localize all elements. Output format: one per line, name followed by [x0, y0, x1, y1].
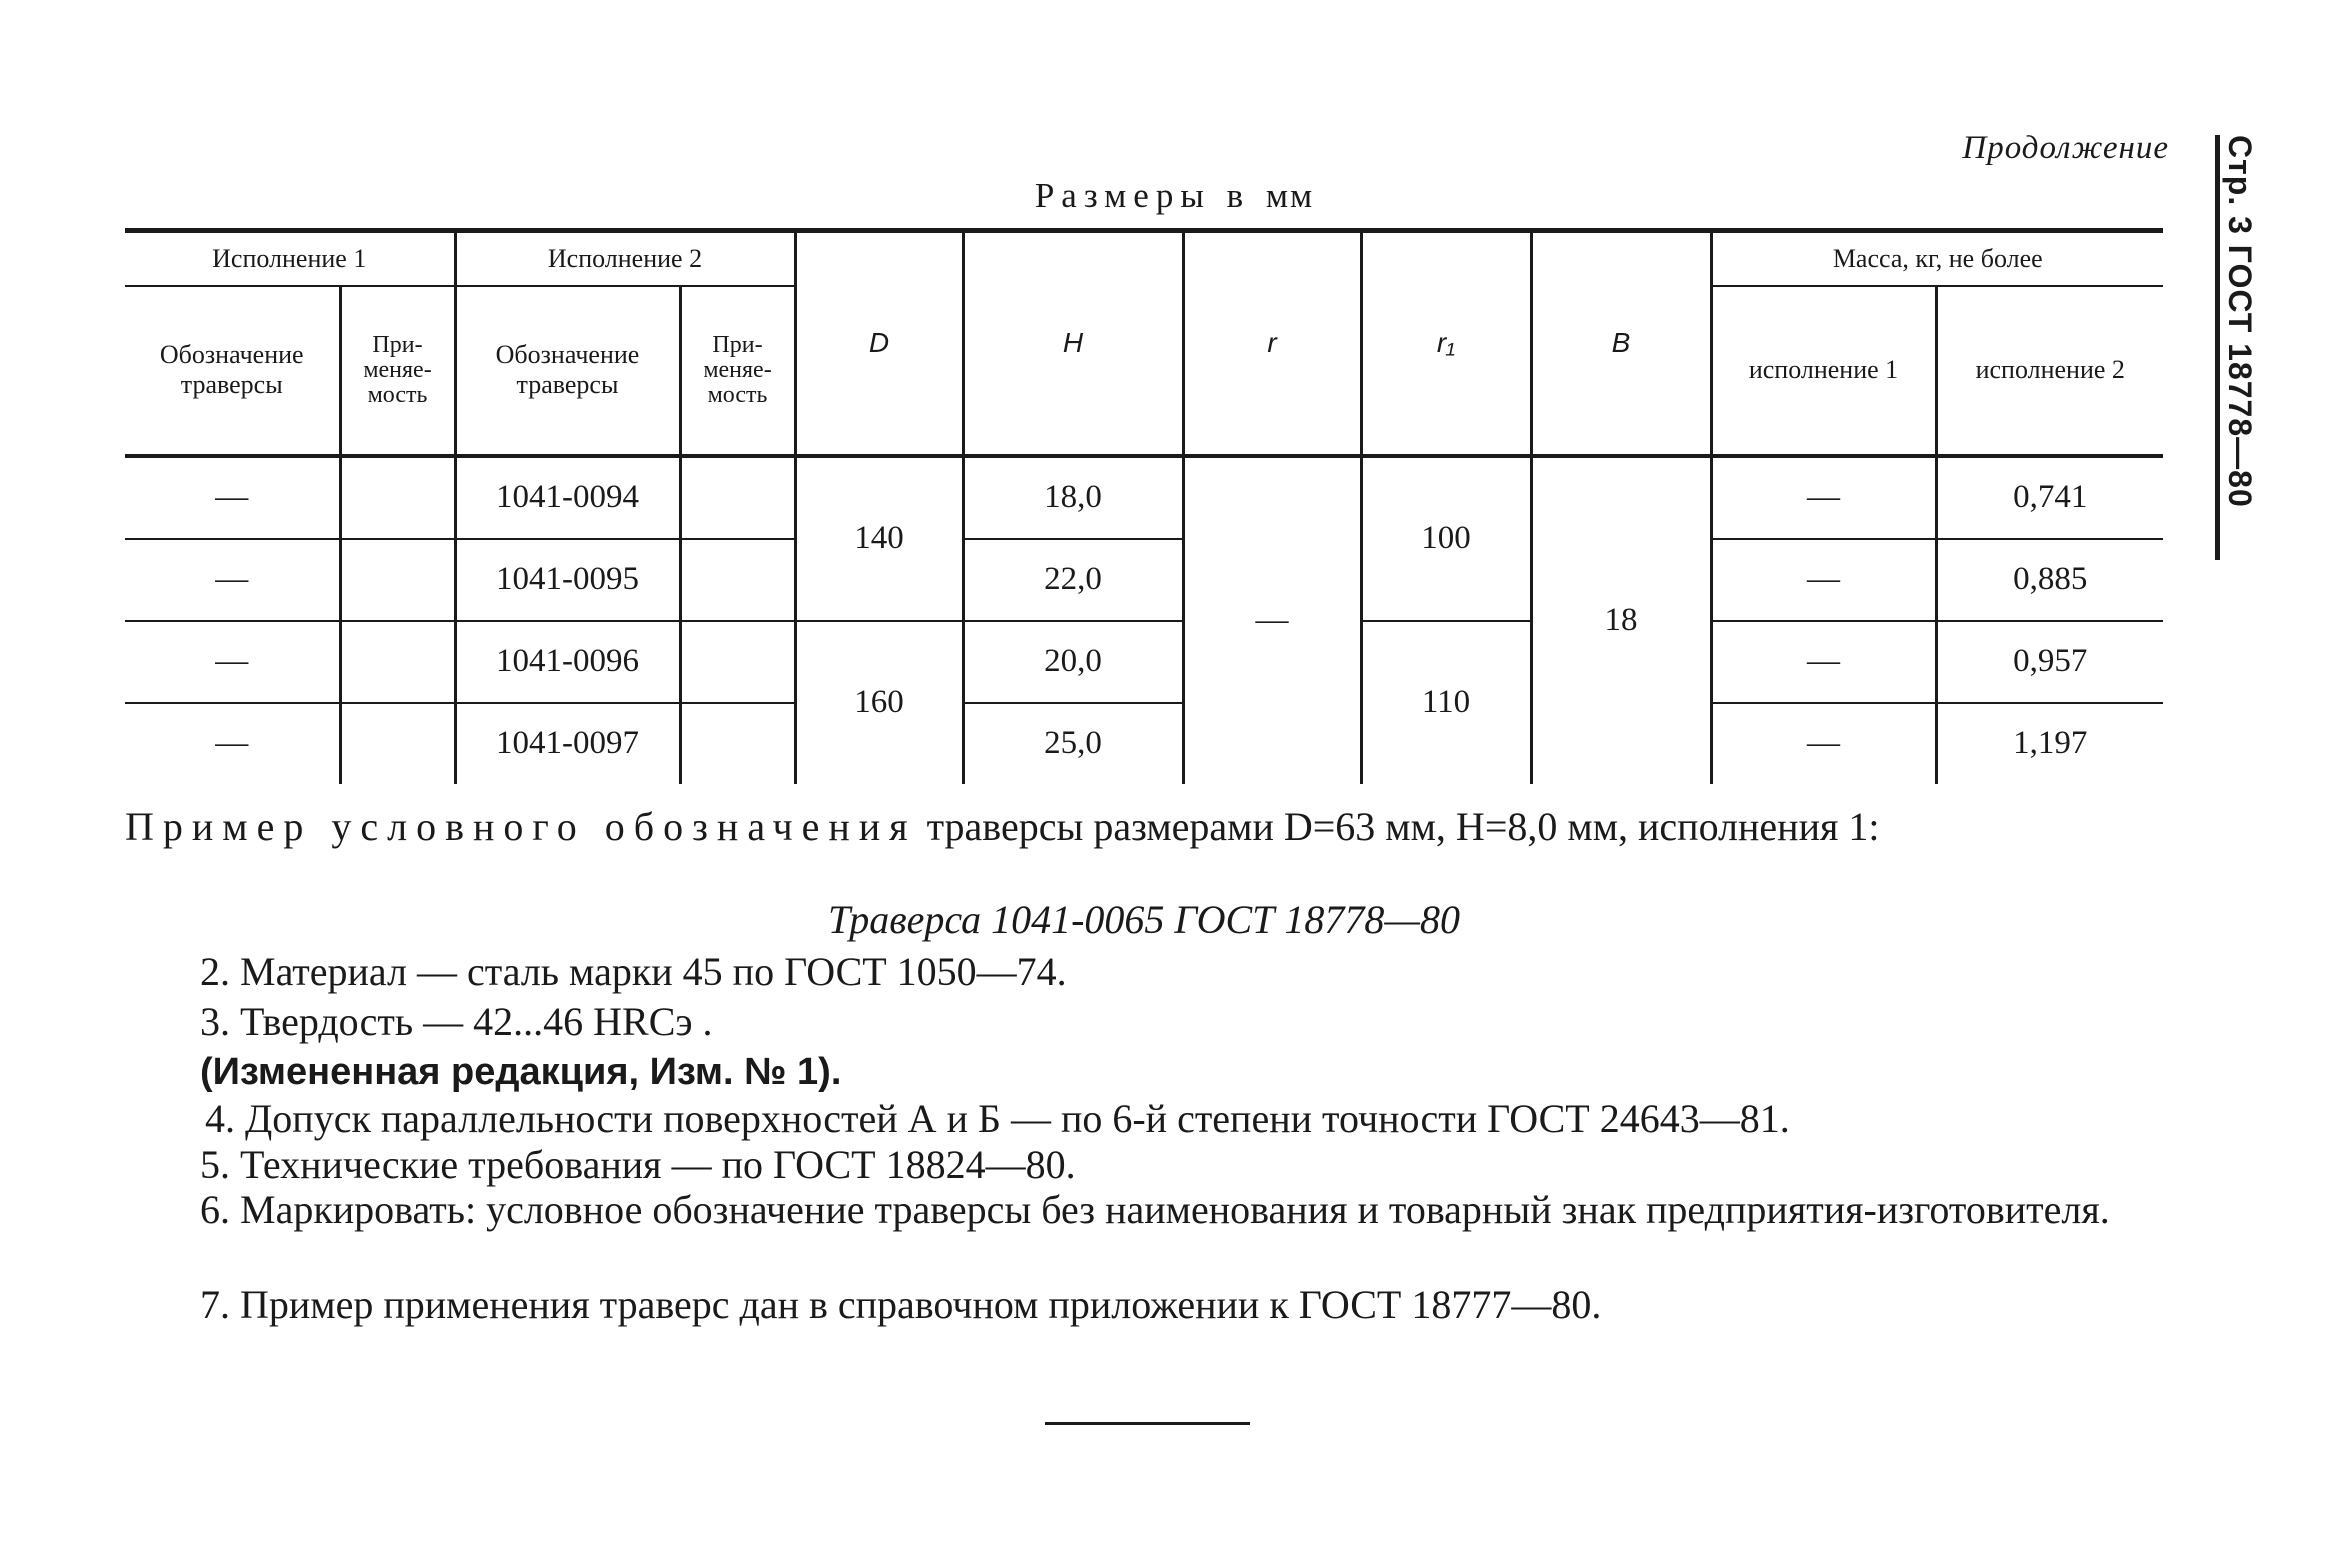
cell-m2-r2: 0,885	[1936, 539, 2163, 621]
group-execution-2: Исполнение 2	[455, 231, 795, 286]
group-mass: Масса, кг, не более	[1711, 231, 2163, 286]
cell-des2-r3: 1041-0096	[455, 621, 680, 703]
cell-des1-r2: —	[125, 539, 340, 621]
cell-des1-r4: —	[215, 725, 249, 761]
cell-D-bottom: 160	[795, 621, 963, 784]
example-paragraph	[125, 805, 2163, 849]
cell-app1-r1	[340, 456, 455, 539]
cell-app1-r4	[340, 703, 455, 784]
cell-r1-bottom: 110	[1361, 621, 1531, 784]
cell-des1-r3: —	[125, 621, 340, 703]
item-5: 5. Технические требования — по ГОСТ 18824—80.	[200, 1142, 1076, 1187]
cell-app2-r2	[680, 539, 795, 621]
item-2: 2. Материал — сталь марки 45 по ГОСТ 1050—74.	[200, 949, 1067, 994]
cell-H-r3: 20,0	[963, 621, 1183, 703]
cell-D-top: 140	[795, 456, 963, 621]
cell-app2-r3	[680, 621, 795, 703]
col-B: B	[1531, 231, 1711, 456]
col-mass-2: исполнение 2	[1936, 286, 2163, 456]
revision-note: (Измененная редакция, Изм. № 1).	[200, 1051, 842, 1093]
group-execution-1: Исполнение 1	[125, 231, 455, 286]
col-H: H	[963, 231, 1183, 456]
cell-r: —	[1183, 456, 1361, 784]
col-r: r	[1183, 231, 1361, 456]
caption-text: Размеры в	[1034, 176, 1251, 215]
table-caption	[0, 176, 2349, 216]
caption-unit: мм	[1265, 176, 1315, 215]
cell-m1-r3: —	[1711, 621, 1936, 703]
col-applicability-2: При-меняе-мость	[680, 286, 795, 456]
example-rest-text: траверсы размерами D=63 мм, H=8,0 мм, исполнения 1:	[926, 804, 1880, 849]
item-7: 7. Пример применения траверс дан в справочном приложении к ГОСТ 18777—80.	[200, 1282, 1602, 1327]
example-spaced-text: Пример условного обозначения	[125, 804, 917, 849]
cell-app1-r2	[340, 539, 455, 621]
end-rule	[1045, 1422, 1250, 1425]
item-3: 3. Твердость — 42...46 HRCэ .	[200, 999, 713, 1044]
cell-H-r2: 22,0	[963, 539, 1183, 621]
sidebar-page-number: Стр. 3 ГОСТ 18778—80	[2222, 135, 2258, 508]
cell-des1-r1: —	[125, 456, 340, 539]
col-r1: r₁	[1361, 231, 1531, 456]
cell-m2-r3: 0,957	[1936, 621, 2163, 703]
item-6: 6. Маркировать: условное обозначение траверсы без наименования и товарный знак предприятия-изготовителя.	[200, 1187, 2110, 1232]
col-D: D	[795, 231, 963, 456]
cell-B: 18	[1531, 456, 1711, 784]
cell-des2-r2: 1041-0095	[455, 539, 680, 621]
cell-app2-r1	[680, 456, 795, 539]
cell-m2-r1: 0,741	[1936, 456, 2163, 539]
cell-m1-r2: —	[1711, 539, 1936, 621]
item-4: 4. Допуск параллельности поверхностей А и Б — по 6-й степени точности ГОСТ 24643—81.	[205, 1096, 1790, 1141]
col-mass-1: исполнение 1	[1711, 286, 1936, 456]
cell-r1-top: 100	[1361, 456, 1531, 621]
col-applicability-1: При-меняе-мость	[340, 286, 455, 456]
col-designation-1: Обозначение траверсы	[125, 286, 340, 456]
cell-m1-r1: —	[1711, 456, 1936, 539]
cell-des2-r4: 1041-0097	[455, 703, 680, 784]
continuation-label: Продолжение	[1962, 130, 2169, 166]
cell-H-r4: 25,0	[963, 703, 1183, 784]
example-designation: Траверса 1041-0065 ГОСТ 18778—80	[827, 897, 1460, 942]
cell-app2-r4	[680, 703, 795, 784]
dimensions-table	[125, 228, 2163, 784]
cell-H-r1: 18,0	[963, 456, 1183, 539]
col-designation-2: Обозначение траверсы	[455, 286, 680, 456]
cell-app1-r3	[340, 621, 455, 703]
cell-m1-r4: —	[1711, 703, 1936, 784]
cell-m2-r4: 1,197	[1936, 703, 2163, 784]
cell-des2-r1: 1041-0094	[455, 456, 680, 539]
